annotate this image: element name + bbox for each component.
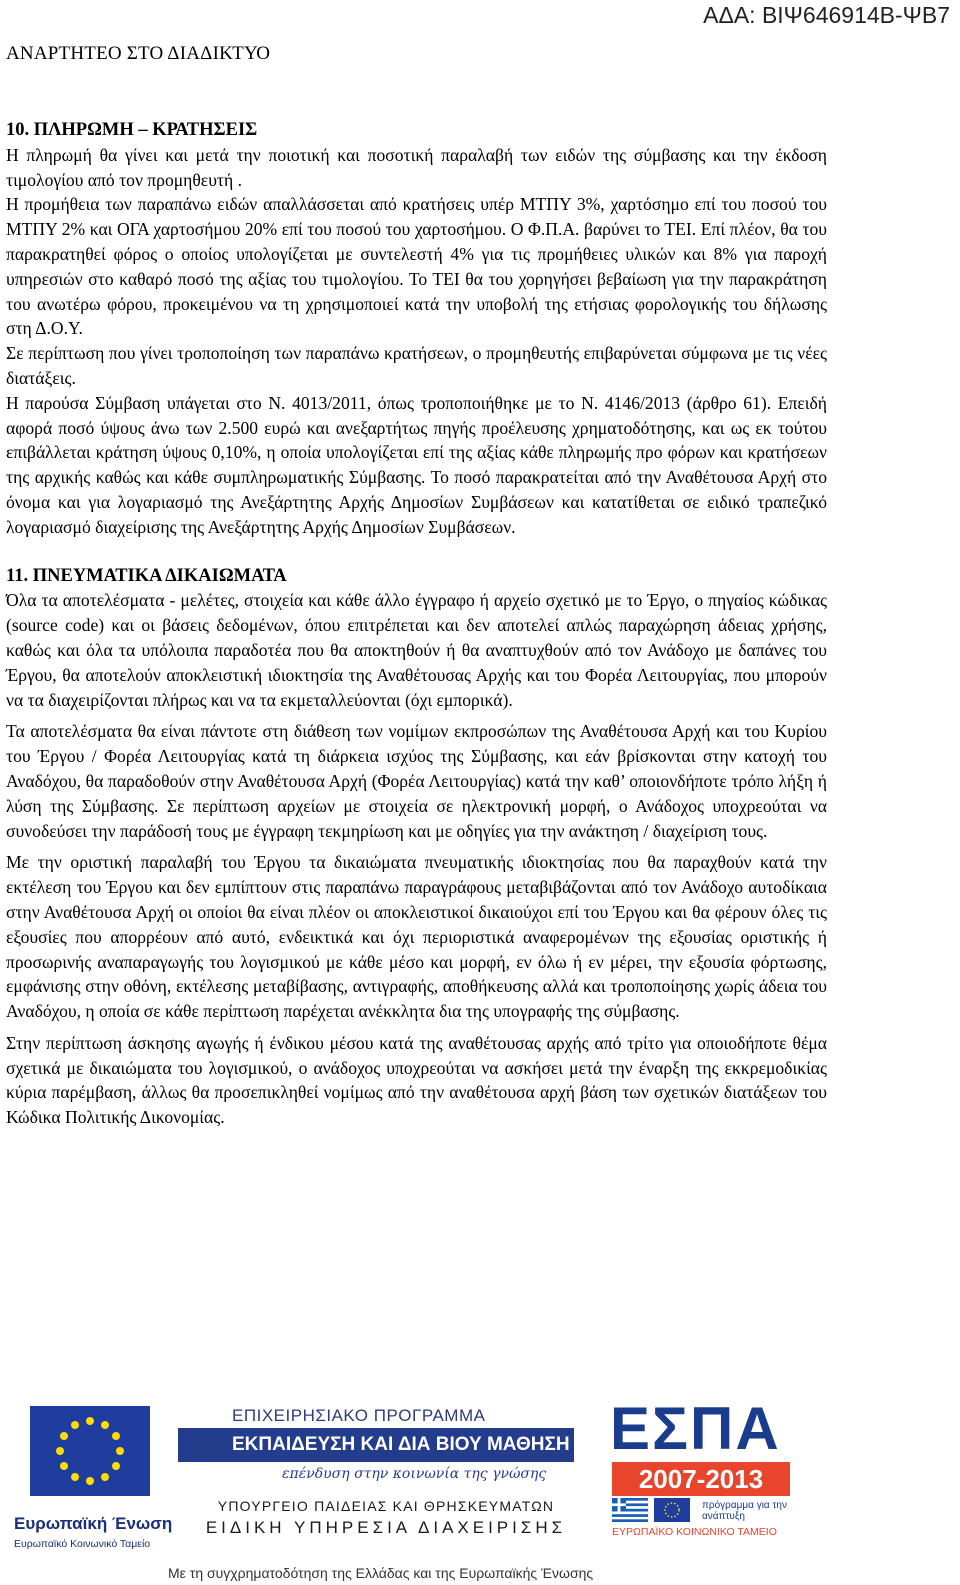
section-11-paragraph-1: Όλα τα αποτελέσματα - μελέτες, στοιχεία και κάθε άλλο έγγραφο ή αρχείο σχετικό με το Έργο, ο πηγαίος κώδικας (source code) και οι βάσεις δεδομένων, όπου επιτρέπεται και δεν αποτελεί απλώς παραχώρηση άδειας χρήσης, καθώς και όλα τα υπόλοιπα παραδοτέα που θα αποκτηθούν ή θα αναπτυχθούν από τον Ανάδοχο με δαπάνες του Έργου, θα αποτελούν αποκλειστική ιδιοκτησία της Αναθέτουσας Αρχής και του Φορέα Λειτουργίας, που μπορούν να τα διαχειρίζονται πλήρως και να τα εκμεταλλεύονται (όχι εμπορικά). — [6, 590, 827, 710]
ministry-line-2: ΕΙΔΙΚΗ ΥΠΗΡΕΣΙΑ ΔΙΑΧΕΙΡΙΣΗΣ — [205, 1518, 567, 1537]
section-11-paragraph-2: Τα αποτελέσματα θα είναι πάντοτε στη διάθεση των νομίμων εκπροσώπων της Αναθέτουσα Αρχή και του Κυρίου του Έργου / Φορέα Λειτουργίας κατά τη διάρκεια ισχύος της Σύμβασης, και εάν βρίσκονται στην κατοχή του Αναδόχου, θα παραδοθούν στην Αναθέτουσα Αρχή (Φορέα Λειτουργίας) κατά την καθ’ οποιονδήποτε τρόπο λήξη ή λύση της Σύμβασης. Σε περίπτωση αρχείων με στοιχεία σε ηλεκτρονική μορφή, ο Ανάδοχος υποχρεούται να συνοδεύσει την παράδοσή τους με έγγραφη τεκμηρίωση και με οδηγίες για την ανάκτηση / διαχείριση τους. — [6, 721, 827, 841]
ministry-block — [196, 1498, 576, 1538]
espa-title: ΕΣΠΑ — [610, 1395, 781, 1462]
section-11-paragraph-4: Στην περίπτωση άσκησης αγωγής ή ένδικου μέσου κατά της αναθέτουσας αρχής από τρίτο για οποιοδήποτε θέμα σχετικά με δικαιώματα του λογισμικού, ο ανάδοχος υποχρεούται να ασκήσει μετά την έναρξη της εκκρεμοδικίας κύρια παρέμβαση, άλλως θα προσεπικληθεί νομίμως από την αναθέτουσα αρχή βάση των σχετικών διατάξεων του Κώδικα Πολιτικής Δικονομίας. — [6, 1032, 827, 1128]
document-body — [6, 118, 827, 1130]
espa-fund: ΕΥΡΩΠΑΪΚΟ ΚΟΙΝΩΝΙΚΟ ΤΑΜΕΙΟ — [612, 1526, 777, 1538]
cofunding-note: Με τη συγχρηματοδότηση της Ελλάδας και της Ευρωπαϊκής Ένωσης — [168, 1565, 594, 1581]
section-10-paragraph-1: Η πληρωμή θα γίνει και μετά την ποιοτική και ποσοτική παραλαβή των ειδών της σύμβασης και την έκδοση τιμολογίου από τον προμηθευτή . — [6, 144, 827, 190]
ada-code: ΑΔΑ: ΒΙΨ646914Β-ΨΒ7 — [703, 2, 950, 28]
espa-slogan: πρόγραμμα για την ανάπτυξη — [702, 1500, 787, 1522]
eu-logo — [14, 1406, 173, 1581]
funding-logos-footer — [0, 1395, 960, 1585]
operational-program-logo — [178, 1400, 574, 1492]
eu-name: Ευρωπαϊκή Ένωση — [14, 1514, 173, 1533]
program-line-2: ΕΚΠΑΙΔΕΥΣΗ ΚΑΙ ΔΙΑ ΒΙΟΥ ΜΑΘΗΣΗ — [232, 1434, 570, 1455]
program-line-1: ΕΠΙΧΕΙΡΗΣΙΑΚΟ ΠΡΟΓΡΑΜΜΑ — [232, 1406, 486, 1425]
espa-logo — [600, 1395, 940, 1540]
section-11-paragraph-3: Με την οριστική παραλαβή του Έργου τα δικαιώματα πνευματικής ιδιοκτησίας που θα παραχθούν κατά την εκτέλεση του Έργου και δεν εμπίπτουν στις παραπάνω παραγράφους μεταβιβάζονται από τον Ανάδοχο αυτοδίκαια στην Αναθέτουσα Αρχή οι οποίοι θα είναι πλέον οι αποκλειστικοί δικαιούχοι επί του Έργου και θα φέρουν όλες τις εξουσίες που απορρέουν από αυτό, ενδεικτικά και όχι περιοριστικά αναφερομένων της εξουσίας οριστικής ή προσωρινής αναπαραγωγής του λογισμικού με κάθε μέσο και μορφή, εν όλω ή εν μέρει, την εξουσία φόρτωσης, εμφάνισης στην οθόνη, εκτέλεσης μεταβίβασης, αντιγραφής, αποθήκευσης αλλά και τροποποίησης χωρίς άδεια του Αναδόχου, η οποία σε κάθε περίπτωση παρέχεται ανέκκλητα δια της υπογραφής της σύμβασης. — [6, 852, 827, 1022]
publish-note: ΑΝΑΡΤΗΤΕΟ ΣΤΟ ΔΙΑΔΙΚΤΥΟ — [6, 43, 271, 64]
section-10-paragraph-4: Η παρούσα Σύμβαση υπάγεται στο Ν. 4013/2011, όπως τροποποιήθηκε με το Ν. 4146/2013 (άρθρο 61). Επειδή αφορά ποσό ύψους άνω των 2.500 ευρώ και ανεξαρτήτως πηγής προέλευσης χρηματοδότησης, και ως εκ τούτου επιβάλλεται κράτηση ύψους 0,10%, η οποία υπολογίζεται επί της αξίας κάθε πληρωμής προ φόρων και κρατήσεων της αρχικής καθώς και κάθε συμπληρωματικής Σύμβασης. Το ποσό παρακρατείται από την Αναθέτουσα Αρχή στο όνομα και για λογαριασμό της Ανεξάρτητης Αρχής Δημοσίων Συμβάσεων και κατατίθεται σε ειδικό τραπεζικό λογαριασμό διαχείρισης της Ανεξάρτητης Αρχής Δημοσίων Συμβάσεων. — [6, 392, 827, 537]
section-10-paragraph-3: Σε περίπτωση που γίνει τροποποίηση των παραπάνω κρατήσεων, ο προμηθευτής επιβαρύνεται σύμφωνα με τις νέες διατάξεις. — [6, 343, 827, 388]
espa-years: 2007-2013 — [612, 1462, 790, 1496]
flags-icon — [612, 1498, 692, 1522]
section-11-title: 11. ΠΝΕΥΜΑΤΙΚΑ ΔΙΚΑΙΩΜΑΤΑ — [6, 565, 287, 586]
eu-flag-icon — [30, 1406, 150, 1496]
ministry-line-1: ΥΠΟΥΡΓΕΙΟ ΠΑΙΔΕΙΑΣ ΚΑΙ ΘΡΗΣΚΕΥΜΑΤΩΝ — [217, 1498, 555, 1514]
program-line-3: επένδυση στην κοινωνία της γνώσης — [282, 1466, 547, 1482]
section-10-paragraph-2: Η προμήθεια των παραπάνω ειδών απαλλάσσεται από κρατήσεις υπέρ ΜΤΠΥ 3%, χαρτόσημο επί του ποσού του ΜΤΠΥ 2% και ΟΓΑ χαρτοσήμου 20% επί του ποσού του χαρτοσήμου. Ο Φ.Π.Α. βαρύνει το ΤΕΙ. Επί πλέον, θα του παρακρατηθεί φόρος ο οποίος υπολογίζεται με συντελεστή 4% για τις προμήθειες υλικών και 8% για παροχή υπηρεσιών στο καθαρό ποσό της αξίας του τιμολογίου. Το ΤΕΙ θα του χορηγήσει βεβαίωση για την παρακράτηση του ανωτέρω φόρου, προκειμένου να τη χρησιμοποιεί κατά την υποβολή της ετήσιας φορολογικής του δήλωσης στη Δ.Ο.Υ. — [6, 194, 827, 339]
section-10-title: 10. ΠΛΗΡΩΜΗ – ΚΡΑΤΗΣΕΙΣ — [6, 120, 258, 140]
eu-fund: Ευρωπαϊκό Κοινωνικό Ταμείο — [14, 1538, 151, 1550]
